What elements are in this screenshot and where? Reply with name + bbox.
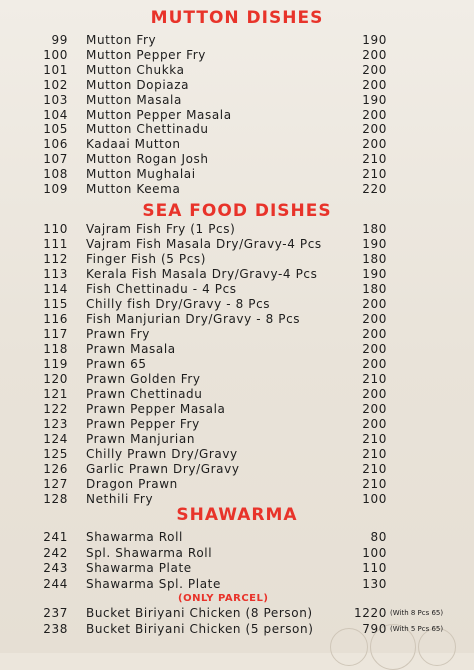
item-name: Prawn Manjurian bbox=[86, 432, 196, 446]
item-name: Bucket Biriyani Chicken (5 person) bbox=[86, 621, 314, 636]
item-number: 116 bbox=[43, 312, 68, 326]
item-price: 210 bbox=[362, 432, 387, 446]
item-number: 102 bbox=[43, 77, 68, 92]
menu-item bbox=[0, 432, 474, 447]
menu-item bbox=[0, 237, 474, 252]
item-price: 110 bbox=[362, 561, 387, 575]
item-number: 99 bbox=[51, 33, 68, 47]
item-name: Mutton Rogan Josh bbox=[86, 152, 209, 167]
menu-item bbox=[0, 63, 474, 78]
item-number: 117 bbox=[43, 327, 68, 341]
menu-item bbox=[0, 327, 474, 342]
item-name: Mutton Fry bbox=[86, 33, 157, 47]
menu-item bbox=[0, 252, 474, 267]
item-name: Chilly Prawn Dry/Gravy bbox=[86, 447, 238, 461]
item-name: Mutton Keema bbox=[86, 182, 181, 196]
item-name: Shawarma Spl. Plate bbox=[86, 576, 221, 591]
item-price: 210 bbox=[362, 372, 387, 386]
item-name: Shawarma Roll bbox=[86, 530, 183, 544]
menu-item bbox=[0, 267, 474, 282]
menu-item bbox=[0, 93, 474, 108]
item-number: 113 bbox=[43, 267, 68, 281]
item-name: Prawn Chettinadu bbox=[86, 387, 203, 401]
item-price: 100 bbox=[362, 545, 387, 560]
item-name: Mutton Pepper Fry bbox=[86, 47, 206, 62]
item-number: 122 bbox=[43, 402, 68, 416]
item-price: 200 bbox=[362, 107, 387, 122]
item-number: 115 bbox=[43, 297, 68, 311]
item-number: 242 bbox=[43, 545, 68, 560]
menu-item bbox=[0, 622, 474, 637]
menu-item bbox=[0, 33, 474, 48]
item-number: 112 bbox=[43, 252, 68, 266]
item-number: 128 bbox=[43, 492, 68, 506]
item-price: 210 bbox=[362, 477, 387, 491]
item-number: 243 bbox=[43, 561, 68, 575]
menu-item bbox=[0, 387, 474, 402]
item-name: Prawn Fry bbox=[86, 327, 151, 341]
item-name: Fish Manjurian Dry/Gravy - 8 Pcs bbox=[86, 312, 301, 326]
menu-item bbox=[0, 357, 474, 372]
item-price: 790 bbox=[362, 621, 387, 636]
item-price: 180 bbox=[362, 282, 387, 296]
item-number: 126 bbox=[43, 462, 68, 476]
item-name: Nethili Fry bbox=[86, 492, 154, 506]
item-price: 200 bbox=[362, 327, 387, 341]
item-name: Finger Fish (5 Pcs) bbox=[86, 252, 207, 266]
item-number: 123 bbox=[43, 417, 68, 431]
item-name: Mutton Pepper Masala bbox=[86, 107, 232, 122]
item-number: 107 bbox=[43, 152, 68, 167]
section-title-parcel: (ONLY PARCEL) bbox=[178, 593, 269, 604]
item-number: 237 bbox=[43, 606, 68, 620]
item-name: Shawarma Plate bbox=[86, 561, 192, 575]
item-price: 220 bbox=[362, 182, 387, 196]
item-number: 119 bbox=[43, 357, 68, 371]
item-price: 180 bbox=[362, 252, 387, 266]
item-price: 180 bbox=[362, 222, 387, 236]
item-name: Prawn Pepper Fry bbox=[86, 417, 200, 431]
item-price: 210 bbox=[362, 152, 387, 167]
item-number: 118 bbox=[43, 342, 68, 356]
menu-item bbox=[0, 152, 474, 167]
item-number: 241 bbox=[43, 530, 68, 544]
item-number: 105 bbox=[43, 122, 68, 137]
item-number: 101 bbox=[43, 62, 68, 77]
item-name: Mutton Chukka bbox=[86, 62, 185, 77]
menu-item bbox=[0, 447, 474, 462]
item-name: Mutton Masala bbox=[86, 92, 182, 107]
section-title-shawarma: SHAWARMA bbox=[176, 505, 298, 525]
item-price: 200 bbox=[362, 47, 387, 62]
item-price: 200 bbox=[362, 312, 387, 326]
menu-item bbox=[0, 606, 474, 621]
menu-item bbox=[0, 167, 474, 182]
item-name: Garlic Prawn Dry/Gravy bbox=[86, 462, 240, 476]
item-number: 125 bbox=[43, 447, 68, 461]
menu-item bbox=[0, 577, 474, 592]
item-name: Kerala Fish Masala Dry/Gravy-4 Pcs bbox=[86, 267, 318, 281]
item-price: 210 bbox=[362, 462, 387, 476]
menu-item bbox=[0, 282, 474, 297]
item-price: 100 bbox=[362, 492, 387, 506]
item-number: 109 bbox=[43, 182, 68, 196]
item-number: 106 bbox=[43, 137, 68, 152]
menu-item bbox=[0, 402, 474, 417]
item-name: Mutton Mughalai bbox=[86, 167, 196, 182]
item-name: Chilly fish Dry/Gravy - 8 Pcs bbox=[86, 297, 271, 311]
item-price: 200 bbox=[362, 357, 387, 371]
item-price: 200 bbox=[362, 297, 387, 311]
item-number: 108 bbox=[43, 167, 68, 182]
item-number: 104 bbox=[43, 107, 68, 122]
section-title-seafood: SEA FOOD DISHES bbox=[142, 201, 332, 221]
item-number: 121 bbox=[43, 387, 68, 401]
item-price: 200 bbox=[362, 402, 387, 416]
menu-item bbox=[0, 297, 474, 312]
menu-item bbox=[0, 417, 474, 432]
item-price-note: (With 5 Pcs 65) bbox=[390, 624, 444, 633]
item-name: Prawn Pepper Masala bbox=[86, 402, 226, 416]
menu-item bbox=[0, 530, 474, 545]
item-number: 103 bbox=[43, 92, 68, 107]
item-price: 190 bbox=[362, 33, 387, 47]
menu-item bbox=[0, 372, 474, 387]
menu-item bbox=[0, 462, 474, 477]
item-number: 238 bbox=[43, 621, 68, 636]
item-name: Prawn 65 bbox=[86, 357, 147, 371]
item-price: 190 bbox=[362, 267, 387, 281]
item-number: 100 bbox=[43, 47, 68, 62]
section-title-mutton: MUTTON DISHES bbox=[150, 8, 324, 28]
item-price: 80 bbox=[370, 530, 387, 544]
item-price: 190 bbox=[362, 92, 387, 107]
item-name: Prawn Masala bbox=[86, 342, 176, 356]
item-price: 200 bbox=[362, 342, 387, 356]
menu-item bbox=[0, 342, 474, 357]
item-number: 120 bbox=[43, 372, 68, 386]
item-number: 127 bbox=[43, 477, 68, 491]
item-price: 190 bbox=[362, 237, 387, 251]
item-price: 200 bbox=[362, 137, 387, 152]
item-name: Vajram Fish Fry (1 Pcs) bbox=[86, 222, 236, 236]
item-price: 200 bbox=[362, 417, 387, 431]
menu-item bbox=[0, 312, 474, 327]
item-number: 244 bbox=[43, 576, 68, 591]
menu-item bbox=[0, 137, 474, 152]
item-name: Kadaai Mutton bbox=[86, 137, 181, 152]
item-number: 111 bbox=[43, 237, 68, 251]
item-number: 124 bbox=[43, 432, 68, 446]
item-name: Fish Chettinadu - 4 Pcs bbox=[86, 282, 237, 296]
item-name: Prawn Golden Fry bbox=[86, 372, 201, 386]
item-name: Mutton Chettinadu bbox=[86, 122, 209, 137]
menu-item bbox=[0, 122, 474, 137]
item-price: 210 bbox=[362, 447, 387, 461]
item-name: Spl. Shawarma Roll bbox=[86, 545, 213, 560]
item-price: 210 bbox=[362, 167, 387, 182]
menu-item bbox=[0, 48, 474, 63]
item-name: Bucket Biriyani Chicken (8 Person) bbox=[86, 606, 313, 620]
menu-item bbox=[0, 477, 474, 492]
item-price: 200 bbox=[362, 77, 387, 92]
item-number: 114 bbox=[43, 282, 68, 296]
item-price: 200 bbox=[362, 387, 387, 401]
menu-item bbox=[0, 78, 474, 93]
item-name: Vajram Fish Masala Dry/Gravy-4 Pcs bbox=[86, 237, 322, 251]
item-price: 200 bbox=[362, 62, 387, 77]
item-price-note: (With 8 Pcs 65) bbox=[390, 609, 444, 617]
item-price: 200 bbox=[362, 122, 387, 137]
menu-item bbox=[0, 182, 474, 197]
item-name: Dragon Prawn bbox=[86, 477, 178, 491]
item-number: 110 bbox=[43, 222, 68, 236]
menu-item bbox=[0, 561, 474, 576]
menu-item bbox=[0, 108, 474, 123]
item-price: 1220 bbox=[354, 606, 387, 620]
menu-item bbox=[0, 222, 474, 237]
menu-item bbox=[0, 546, 474, 561]
item-name: Mutton Dopiaza bbox=[86, 77, 190, 92]
item-price: 130 bbox=[362, 576, 387, 591]
